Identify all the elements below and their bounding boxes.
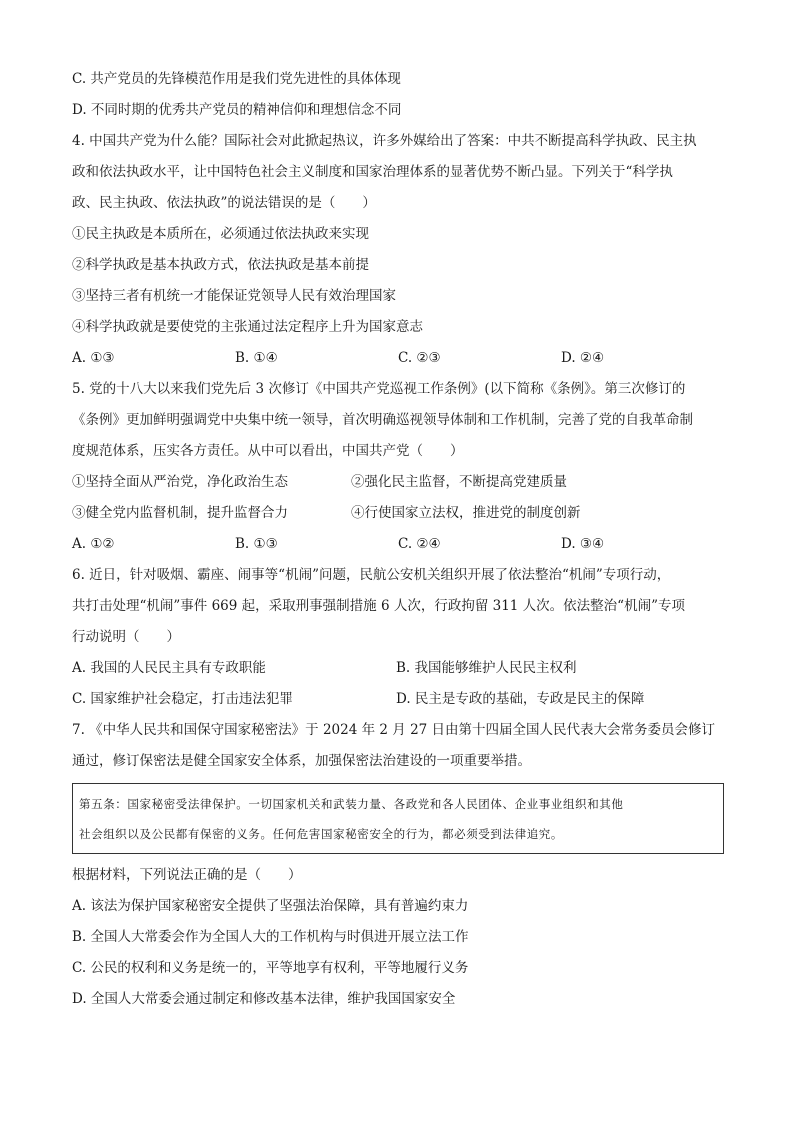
q5-statement-row [72,498,724,529]
q6-option-row [72,684,724,715]
q5-stem-line: 度规范体系，压实各方责任。从中可以看出，中国共产党（ ） [72,443,464,459]
q3-option-c[interactable]: C. 共产党员的先锋模范作用是我们党先进性的具体体现 [72,71,401,87]
q4-statement: ④科学执政就是要使党的主张通过法定程序上升为国家意志 [72,319,423,335]
q5-option-c[interactable]: C. ②④ [398,536,441,552]
q6-stem-line: 行动说明（ ） [72,629,180,645]
q7-material-line: 第五条：国家秘密受法律保护。一切国家机关和武装力量、各政党和各人民团体、企业事业组织和其他 [79,797,624,811]
q5-stem-line: 《条例》更加鲜明强调党中央集中统一领导，首次明确巡视领导体制和工作机制，完善了党的自我革命制 [72,412,693,428]
question-7 [72,715,724,1015]
q5-option-b[interactable]: B. ①③ [235,536,278,552]
q4-options [72,343,724,374]
q4-option-a[interactable]: A. ①③ [72,350,115,366]
question-6 [72,560,724,715]
q4-statement: ①民主执政是本质所在，必须通过依法执政来实现 [72,226,369,242]
q5-statement: ①坚持全面从严治党，净化政治生态 [72,474,288,490]
q4-stem-line: 4. 中国共产党为什么能？国际社会对此掀起热议，许多外媒给出了答案：中共不断提高科学执政、民主执 [72,133,697,149]
q7-option-a[interactable]: A. 该法为保护国家秘密安全提供了坚强法治保障，具有普遍约束力 [72,898,469,914]
q7-material-box [72,783,724,854]
question-5 [72,374,724,560]
q5-statement: ②强化民主监督，不断提高党建质量 [351,474,567,490]
q4-option-b[interactable]: B. ①④ [235,350,278,366]
q7-stem-line: 通过，修订保密法是健全国家安全体系，加强保密法治建设的一项重要举措。 [72,753,531,769]
q4-statement: ②科学执政是基本执政方式，依法执政是基本前提 [72,257,369,273]
q4-option-d[interactable]: D. ②④ [561,350,605,366]
q5-statement-row [72,467,724,498]
q5-stem-line: 5. 党的十八大以来我们党先后 3 次修订《中国共产党巡视工作条例》(以下简称《条例》。第三次修订的 [72,381,686,397]
q4-statement: ③坚持三者有机统一才能保证党领导人民有效治理国家 [72,288,396,304]
q7-material-line: 社会组织以及公民都有保密的义务。任何危害国家秘密安全的行为，都必须受到法律追究。 [79,827,563,841]
q6-stem-line: 共打击处理“机闹”事件 669 起，采取刑事强制措施 6 人次，行政拘留 311 人次。依法整治“机闹”专项 [72,598,685,614]
q5-statement: ③健全党内监督机制，提升监督合力 [72,505,288,521]
q5-options [72,529,724,560]
q5-statement: ④行使国家立法权，推进党的制度创新 [351,505,581,521]
exam-page [72,64,724,1015]
q6-option-a[interactable]: A. 我国的人民民主具有专政职能 [72,660,266,676]
q7-option-b[interactable]: B. 全国人大常委会作为全国人大的工作机构与时俱进开展立法工作 [72,929,469,945]
q4-option-c[interactable]: C. ②③ [398,350,441,366]
q7-option-d[interactable]: D. 全国人大常委会通过制定和修改基本法律，维护我国国家安全 [72,991,456,1007]
q5-option-a[interactable]: A. ①② [72,536,115,552]
q5-option-d[interactable]: D. ③④ [561,536,605,552]
q7-question: 根据材料，下列说法正确的是（ ） [72,867,302,883]
q6-option-row [72,653,724,684]
q7-stem-line: 7. 《中华人民共和国保守国家秘密法》于 2024 年 2 月 27 日由第十四届全国人民代表大会常务委员会修订 [72,722,716,738]
q3-option-d[interactable]: D. 不同时期的优秀共产党员的精神信仰和理想信念不同 [72,102,402,118]
q6-option-b[interactable]: B. 我国能够维护人民民主权利 [396,660,577,676]
q6-option-d[interactable]: D. 民主是专政的基础，专政是民主的保障 [396,691,645,707]
q4-stem-line: 政、民主执政、依法执政”的说法错误的是（ ） [72,195,376,211]
q6-stem-line: 6. 近日，针对吸烟、霸座、闹事等“机闹”问题，民航公安机关组织开展了依法整治“机闹”专项行动， [72,567,671,583]
q7-option-c[interactable]: C. 公民的权利和义务是统一的，平等地享有权利，平等地履行义务 [72,960,469,976]
q6-option-c[interactable]: C. 国家维护社会稳定，打击违法犯罪 [72,691,293,707]
q4-stem-line: 政和依法执政水平，让中国特色社会主义制度和国家治理体系的显著优势不断凸显。下列关于“科学执 [72,164,673,180]
question-4 [72,126,724,374]
